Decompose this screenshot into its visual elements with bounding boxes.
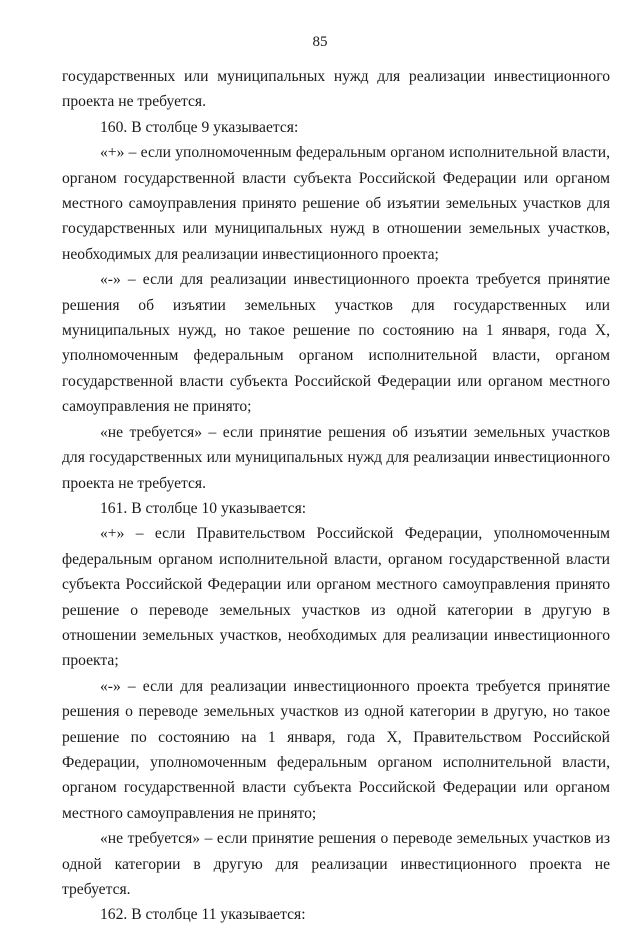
section-heading-162: 162. В столбце 11 указывается: — [100, 906, 306, 924]
paragraph-continuation: государственных или муниципальных нужд для реализации инвестиционного проекта не требуется. — [62, 68, 610, 111]
document-body — [62, 64, 610, 928]
paragraph-160-plus: «+» – если уполномоченным федеральным органом исполнительной власти, органом государственной власти субъекта Российской Федерации или органом местного самоуправления принято решение об изъятии земельных участков для государственных или муниципальных нужд в отношении земельных участков, необходимых для реализации инвестиционного проекта; — [62, 144, 610, 263]
paragraph-160-minus: «-» – если для реализации инвестиционного проекта требуется принятие решения об изъятии земельных участков для государственных или муниципальных нужд, но такое решение по состоянию на 1 января, года X, уполномоченным федеральным органом исполнительной власти, органом государственной власти субъекта Российской Федерации или органом местного самоуправления не принято; — [62, 271, 610, 416]
paragraph-161-plus: «+» – если Правительством Российской Федерации, уполномоченным федеральным органом исполнительной власти, органом государственной власти субъекта Российской Федерации или органом местного самоуправления принято решение о переводе земельных участков из одной категории в другую в отношении земельных участков, необходимых для реализации инвестиционного проекта; — [62, 525, 610, 670]
section-heading-161: 161. В столбце 10 указывается: — [100, 499, 307, 517]
paragraph-160-not-required: «не требуется» – если принятие решения об изъятии земельных участков для государственных или муниципальных нужд для реализации инвестиционного проекта не требуется. — [62, 423, 610, 492]
paragraph-161-not-required: «не требуется» – если принятие решения о переводе земельных участков из одной категории в другую для реализации инвестиционного проекта не требуется. — [62, 830, 610, 898]
paragraph-161-minus: «-» – если для реализации инвестиционного проекта требуется принятие решения о переводе земельных участков из одной категории в другую, но такое решение по состоянию на 1 января, года X, Правительством Российской Федерации, уполномоченным федеральным органом исполнительной власти, органом государственной власти субъекта Российской Федерации или органом местного самоуправления не принято; — [62, 677, 610, 822]
page-number: 85 — [312, 34, 328, 50]
section-heading-160: 160. В столбце 9 указывается: — [100, 118, 299, 136]
